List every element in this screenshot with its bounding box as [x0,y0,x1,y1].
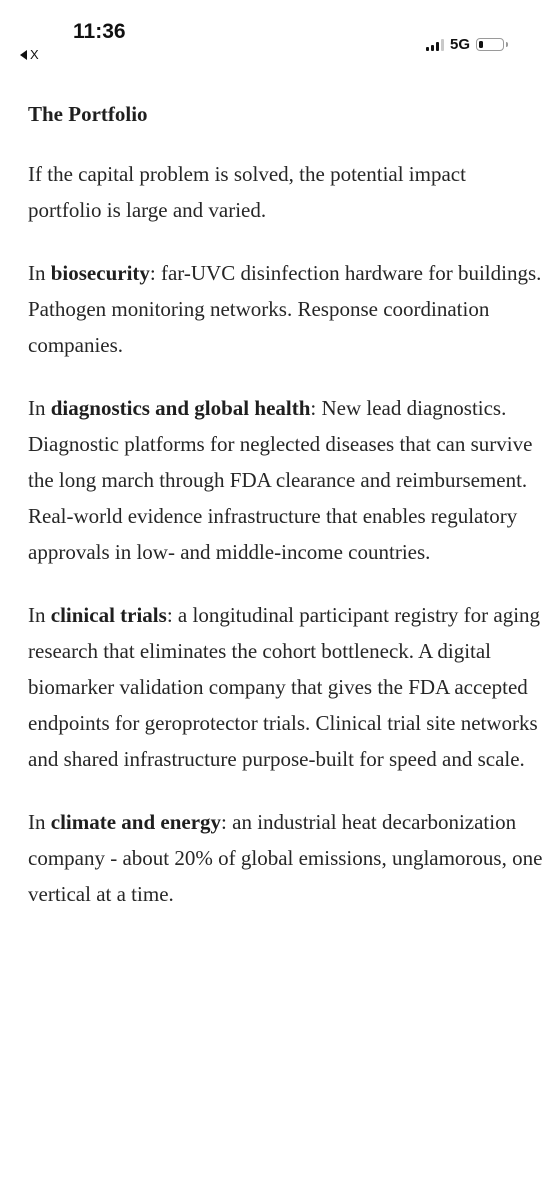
paragraph-lead: In [28,810,51,834]
paragraph-climate-energy [28,804,543,912]
paragraph-clinical-trials [28,597,543,777]
status-bar [0,0,552,70]
back-app-label: X [30,47,39,62]
back-arrow-icon [20,50,27,60]
paragraph-lead: In [28,261,51,285]
paragraph-lead: In [28,396,51,420]
paragraph-text: : an industrial heat decarbonization company - about 20% of global emissions, unglamorous, one vertical at a time. [28,810,543,906]
paragraph-text: : a longitudinal participant registry for aging research that eliminates the cohort bottleneck. A digital biomarker validation company that gives the FDA accepted endpoints for geroprotector trials. Clinical trial site networks and shared infrastructure purpose-built for speed and scale. [28,603,541,771]
topic-climate-energy: climate and energy [50,810,222,834]
paragraph-biosecurity [28,255,543,363]
article-body [28,96,543,939]
topic-diagnostics: diagnostics and global health [50,396,311,420]
paragraph-text: : New lead diagnostics. Diagnostic platforms for neglected diseases that can survive the long march through FDA clearance and reimbursement. Real-world evidence infrastructure that enables regulatory approvals in low- and middle-income countries. [28,396,533,564]
network-type: 5G [449,36,470,53]
paragraph-lead: In [28,603,51,627]
status-time: 11:36 [73,20,126,43]
paragraph-text: : far-UVC disinfection hardware for buildings. Pathogen monitoring networks. Response coordination companies. [28,261,542,357]
status-indicators [426,36,504,53]
back-to-app-button[interactable] [20,47,39,62]
battery-icon [476,38,504,51]
topic-biosecurity: biosecurity [50,261,150,285]
topic-clinical-trials: clinical trials [50,603,167,627]
intro-paragraph: If the capital problem is solved, the potential impact portfolio is large and varied. [28,162,466,222]
signal-strength-icon [426,39,444,51]
paragraph-diagnostics [28,390,543,570]
section-heading: The Portfolio [28,102,148,126]
